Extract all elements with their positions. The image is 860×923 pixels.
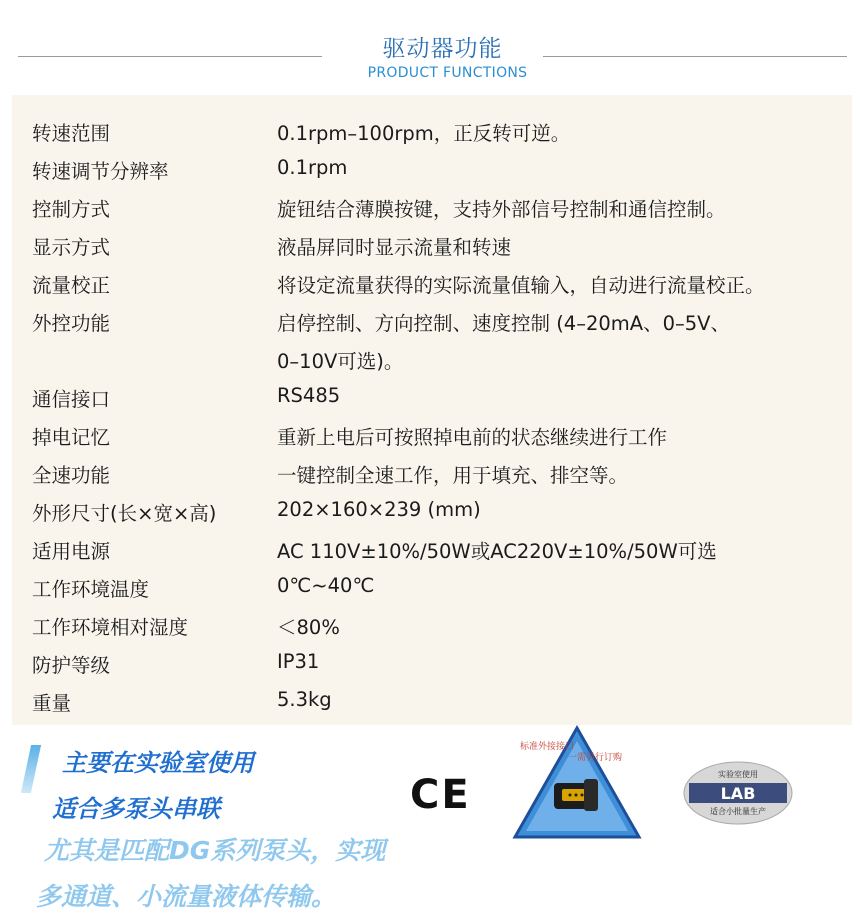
spec-label: 外形尺寸(长×宽×高) [32,502,217,525]
spec-value: 重新上电后可按照掉电前的状态继续进行工作 [277,426,668,449]
feature-banner [0,725,860,923]
section-title: 驱动器功能 [382,36,503,62]
spec-value: 202×160×239 (mm) [277,498,481,521]
accent-slash [21,745,41,793]
spec-value: ＜80% [277,616,340,639]
spec-label: 工作环境相对湿度 [32,616,189,639]
spec-label: 掉电记忆 [32,426,111,449]
lab-badge-main-text: LAB [720,784,756,803]
spec-value: RS485 [277,384,341,407]
spec-value: 0.1rpm [277,156,348,179]
spec-value: 液晶屏同时显示流量和转速 [277,236,512,259]
spec-value: 将设定流量获得的实际流量值输入，自动进行流量校正。 [277,274,765,297]
spec-label: 重量 [32,692,72,715]
triangle-text-bottom: 一需另行订购 [568,753,623,763]
spec-value: 5.3kg [277,688,332,711]
spec-value: 0–10V可选)。 [277,350,404,373]
spec-label: 工作环境温度 [32,578,150,601]
spec-label: 控制方式 [32,198,111,221]
connector-icon [554,779,598,811]
slogan-line-3: 尤其是匹配DG系列泵头，实现 [44,836,386,865]
spec-label: 通信接口 [32,388,111,411]
lab-badge-icon [683,761,793,825]
spec-label: 外控功能 [32,312,111,335]
spec-value: AC 110V±10%/50W或AC220V±10%/50W可选 [277,540,717,563]
spec-value: 0℃~40℃ [277,574,375,597]
ce-mark-icon: CE [410,772,471,818]
slogan-line-1: 主要在实验室使用 [62,749,254,777]
slogan-line-4: 多通道、小流量液体传输。 [36,882,337,911]
lab-badge-top-text: 实验室使用 [718,770,758,779]
spec-value: 一键控制全速工作，用于填充、排空等。 [277,464,629,487]
spec-label: 流量校正 [32,274,111,297]
spec-label: 显示方式 [32,236,111,259]
spec-label: 转速范围 [32,122,111,145]
spec-label: 全速功能 [32,464,111,487]
spec-value: IP31 [277,650,320,673]
lab-badge-bottom-text: 适合小批量生产 [710,807,766,816]
slogan-line-2: 适合多泵头串联 [52,795,220,823]
section-subtitle: PRODUCT FUNCTIONS [367,65,528,81]
spec-value: 启停控制、方向控制、速度控制 (4–20mA、0–5V、 [277,312,731,335]
spec-label: 转速调节分辨率 [32,160,169,183]
spec-label: 适用电源 [32,540,111,563]
triangle-text-top: 标准外接接口 [520,742,575,752]
section-header [0,0,860,95]
spec-value: 旋钮结合薄膜按键，支持外部信号控制和通信控制。 [277,198,726,221]
spec-value: 0.1rpm–100rpm，正反转可逆。 [277,122,571,145]
spec-label: 防护等级 [32,654,111,677]
interface-warning-triangle-icon [512,725,642,841]
